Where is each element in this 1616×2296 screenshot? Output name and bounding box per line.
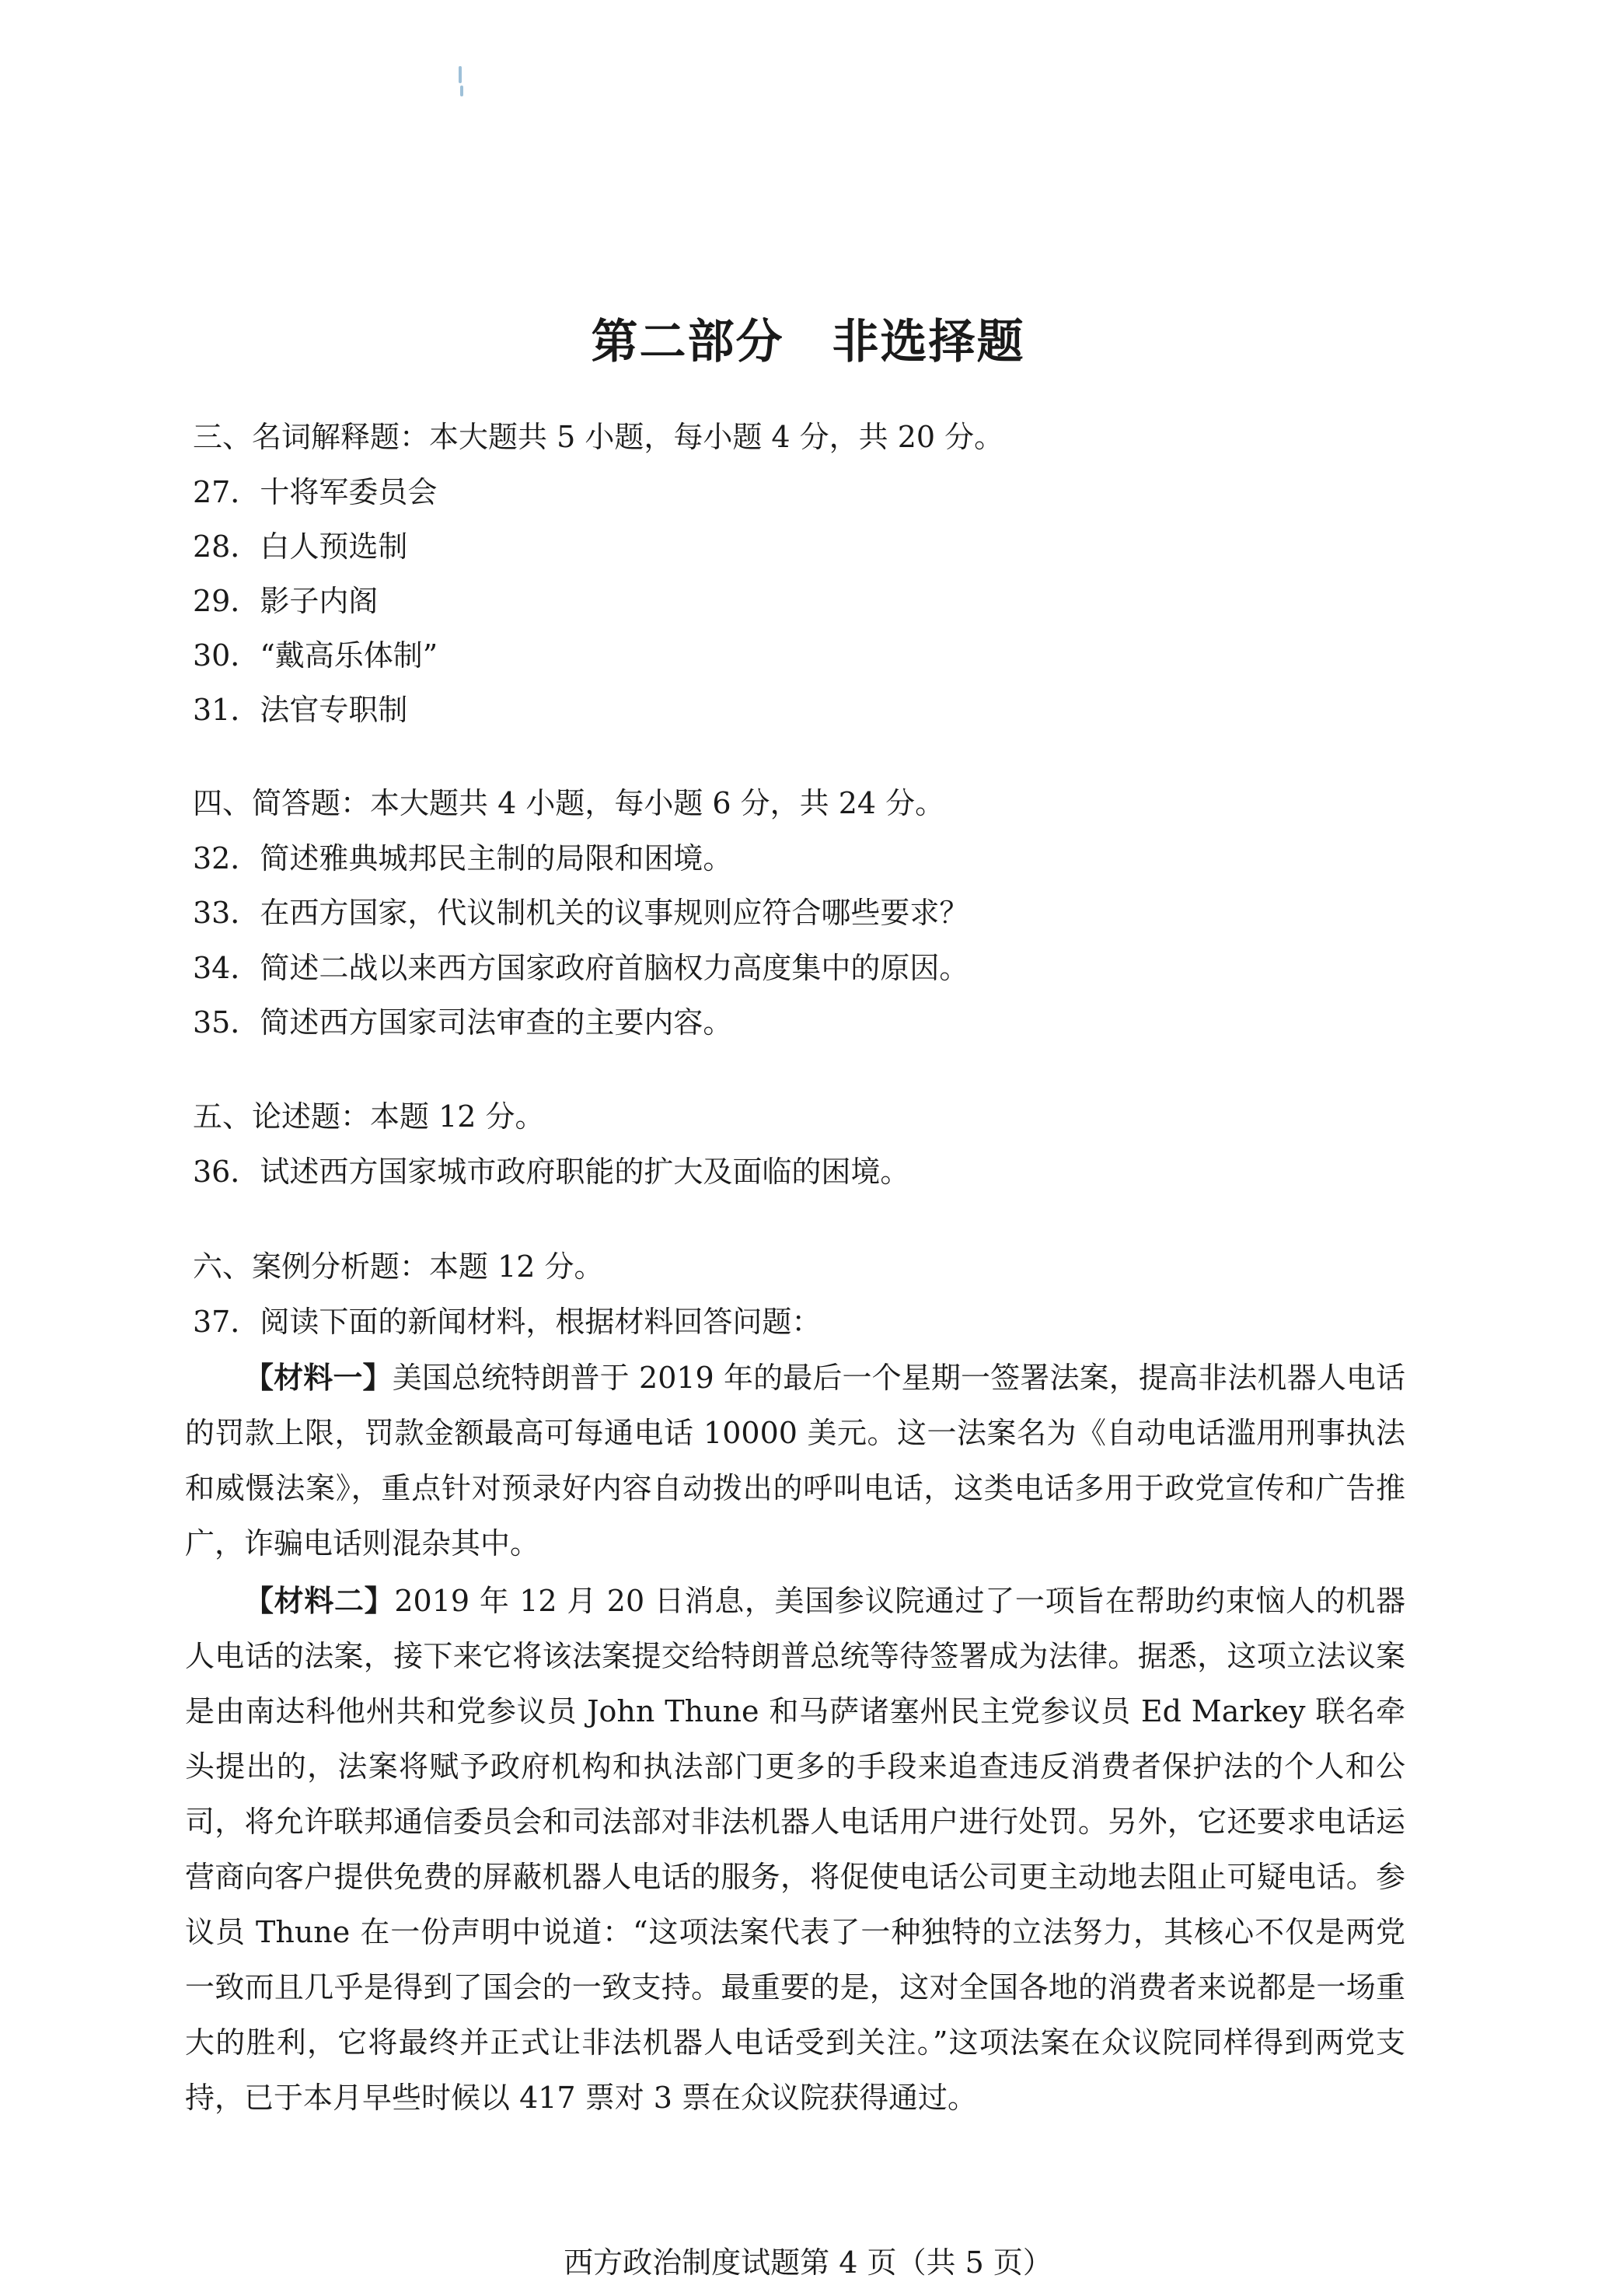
question-item: 36．试述西方国家城市政府职能的扩大及面临的困境。 <box>193 1155 910 1189</box>
material-two-tag: 【材料二】 <box>244 1583 395 1618</box>
question-item: 28．白人预选制 <box>193 529 408 564</box>
question-item: 32．简述雅典城邦民主制的局限和困境。 <box>193 841 733 875</box>
material-one-tag: 【材料一】 <box>244 1360 393 1395</box>
section-heading: 六、案例分析题：本题 12 分。 <box>193 1249 604 1284</box>
material-one-text: 美国总统特朗普于 2019 年的最后一个星期一签署法案，提高非法机器人电话的罚款上限，罚款金额最高可每通电话 10000 美元。这一法案名为《自动电话滥用刑事执法和威慑法案》，重点针对预录好内容自动拨出的呼叫电话，这类电话多用于政党宣传和广告推广，诈骗电话则混杂其中。 <box>185 1361 1405 1560</box>
page-title: 第二部分 非选择题 <box>591 315 1025 369</box>
scan-mark <box>460 86 463 96</box>
page-footer: 西方政治制度试题第 4 页（共 5 页） <box>564 2245 1052 2280</box>
question-item: 37．阅读下面的新闻材料，根据材料回答问题： <box>193 1305 822 1339</box>
section-heading: 四、简答题：本大题共 4 小题，每小题 6 分，共 24 分。 <box>193 786 945 820</box>
question-item: 34．简述二战以来西方国家政府首脑权力高度集中的原因。 <box>193 951 969 985</box>
section-heading: 三、名词解释题：本大题共 5 小题，每小题 4 分，共 20 分。 <box>193 420 1004 454</box>
question-item: 29．影子内阁 <box>193 584 379 618</box>
section-heading: 五、论述题：本题 12 分。 <box>193 1099 545 1134</box>
scan-mark <box>459 66 462 83</box>
material-one <box>185 1350 1405 1571</box>
question-item: 30．“戴高乐体制” <box>193 638 438 673</box>
material-two-text: 2019 年 12 月 20 日消息，美国参议院通过了一项旨在帮助约束恼人的机器人电话的法案，接下来它将该法案提交给特朗普总统等待签署成为法律。据悉，这项立法议案是由南达科他州共和党参议员 John Thune 和马萨诸塞州民主党参议员 Ed Markey 联名牵头提出的，法案将赋予政府机构和执法部门更多的手段来追查违反消费者保护法的个人和公司，将允许联邦通信委员会和司法部对非法机器人电话用户进行处罚。另外，它还要求电话运营商向客户提供免费的屏蔽机器人电话的服务，将促使电话公司更主动地去阻止可疑电话。参议员 Thune 在一份声明中说道：“这项法案代表了一种独特的立法努力，其核心不仅是两党一致而且几乎是得到了国会的一致支持。最重要的是，这对全国各地的消费者来说都是一场重大的胜利，它将最终并正式让非法机器人电话受到关注。”这项法案在众议院同样得到两党支持，已于本月早些时候以 417 票对 3 票在众议院获得通过。 <box>185 1584 1405 2115</box>
question-item: 27．十将军委员会 <box>193 475 438 509</box>
question-item: 35．简述西方国家司法审查的主要内容。 <box>193 1005 733 1040</box>
question-item: 31．法官专职制 <box>193 693 408 727</box>
question-item: 33．在西方国家，代议制机关的议事规则应符合哪些要求？ <box>193 896 969 930</box>
material-two <box>185 1573 1405 2126</box>
